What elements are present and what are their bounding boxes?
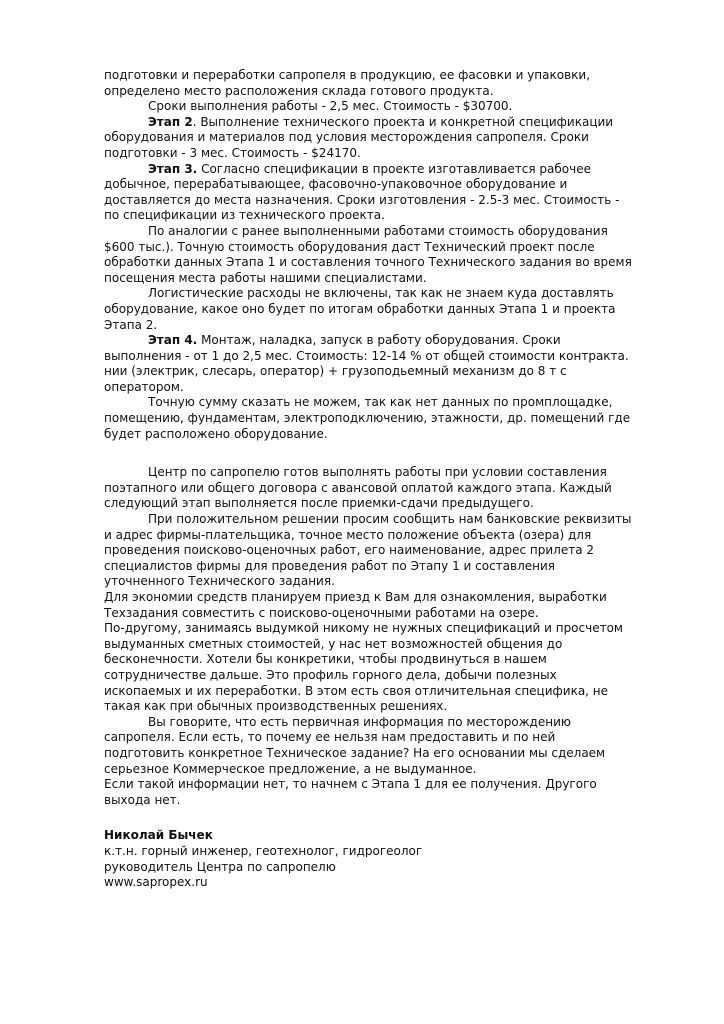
paragraph-stage2 (104, 115, 634, 162)
paragraph-savings: Для экономии средств планируем приезд к Вам для ознакомления, выработки Техзадания совместить с поисково-оценочными работами на озере. (104, 590, 607, 620)
stage3-text: Согласно спецификации в проекте изготавливается рабочее добычное, перерабатывающее, фасовочно-упаковочное оборудование и доставляется до места назначения. Сроки изготовления - 2.5-3 мес. Стоимость - по спецификации из технического проекта. (104, 161, 620, 223)
paragraph-primary-info: Вы говорите, что есть первичная информация по месторождению сапропеля. Если есть, то почему ее нельзя нам предоставить и по ней подготовить конкретное Техническое задание? На его основании мы сделаем серьезное Коммерческое предложение, а не выдуманное. (104, 714, 606, 776)
signature-title: к.т.н. горный инженер, геотехнолог, гидрогеолог (104, 843, 423, 858)
stage4-text: Монтаж, наладка, запуск в работу оборудования. Сроки выполнения - от 1 до 2,5 мес. Стоимость: 12-14 % от общей стоимости контракта. нии (электрик, слесарь, оператор) + грузоподьемный механизм до 8 т с оператором. (104, 333, 629, 394)
document-body (104, 68, 634, 891)
paragraph-stage4 (104, 333, 634, 395)
paragraph-intro: подготовки и переработки сапропеля в продукцию, ее фасовки и упаковки, определено место расположения склада готового продукта. (104, 68, 591, 98)
paragraph-conclusion: Если такой информации нет, то начнем с Этапа 1 для ее получения. Другого выхода нет. (104, 777, 597, 807)
paragraph-stage1-cost: Сроки выполнения работы - 2,5 мес. Стоимость - $30700. (148, 99, 513, 114)
stage2-text: . Выполнение технического проекта и конкретной спецификации оборудования и материалов под условия месторождения сапропеля. Сроки подготовки - 3 мес. Стоимость - $24170. (104, 114, 614, 160)
paragraph-contract-terms: Центр по сапропелю готов выполнять работы при условии составления поэтапного или общего договора с авансовой оплатой каждого этапа. Каждый следующий этап выполняется после приемки-сдачи предыдущего. (104, 465, 612, 511)
paragraph-stage3 (104, 162, 634, 224)
spacer (104, 808, 634, 828)
signature-position: руководитель Центра по сапропелю (104, 859, 336, 874)
paragraph-otherwise: По-другому, занимаясь выдумкой никому не нужных спецификаций и просчетом выдуманных сметных стоимостей, у нас нет возможностей общения до бесконечности. Хотели бы конкретики, чтобы продвинуться в нашем сотрудничестве дальше. Это профиль горного дела, добычи полезных ископаемых и их переработки. В этом есть своя отличительная специфика, не такая как при обычных производственных решениях. (104, 621, 623, 714)
stage4-label: Этап 4. (148, 333, 198, 348)
signature-website-link[interactable]: www.sapropex.ru (104, 875, 208, 890)
paragraph-logistics: Логистические расходы не включены, так как не знаем куда доставлять оборудование, какое оно будет по итогам обработки данных Этапа 1 и проекта Этапа 2. (104, 286, 616, 332)
spacer (104, 442, 634, 465)
signature-name: Николай Бычек (104, 828, 213, 843)
paragraph-equipment-cost: По аналогии с ранее выполненными работами стоимость оборудования $600 тыс.). Точную стоимость оборудования даст Технический проект после обработки данных Этапа 1 и составления точного Технического задания во время посещения места работы нашими специалистами. (104, 223, 632, 285)
paragraph-bank-details: При положительном решении просим сообщить нам банковские реквизиты и адрес фирмы-плательщика, точное место положение объекта (озера) для проведения поисково-оценочных работ, его наименование, адрес прилета 2 специалистов фирмы для проведения работ по Этапу 1 и составления уточненного Технического задания. (104, 512, 632, 589)
stage2-label: Этап 2 (148, 114, 193, 129)
paragraph-exact-sum: Точную сумму сказать не можем, так как нет данных по промплощадке, помещению, фундаментам, электроподключению, этажности, др. помещений где будет расположено оборудование. (104, 395, 631, 441)
stage3-label: Этап 3. (148, 161, 198, 176)
